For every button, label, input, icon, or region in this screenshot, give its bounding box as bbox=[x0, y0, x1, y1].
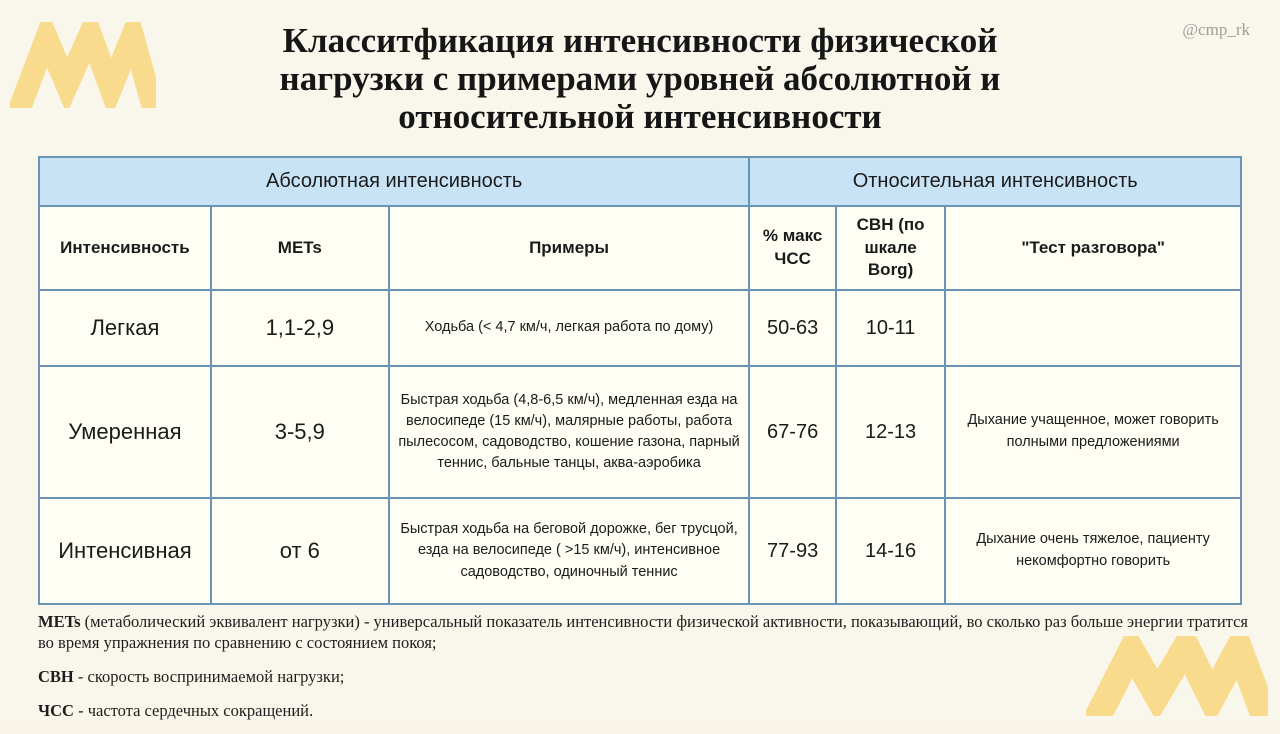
title-line-3: относительной интенсивности bbox=[398, 97, 882, 136]
cell-talk-test: Дыхание учащенное, может говорить полными предложениями bbox=[945, 366, 1241, 498]
title-line-1: Класситфикация интенсивности физической bbox=[282, 21, 998, 60]
cell-mets: 1,1-2,9 bbox=[211, 290, 389, 366]
group-header-absolute: Абсолютная интенсивность bbox=[39, 157, 749, 206]
footnote-text: (метаболический эквивалент нагрузки) - универсальный показатель интенсивности физической активности, показывающий, во сколько раз больше энергии тратится во время упражнения по сравнению с состоянием покоя; bbox=[38, 612, 1249, 652]
cell-intensity: Легкая bbox=[39, 290, 211, 366]
title-line-2: нагрузки с примерами уровней абсолютной и bbox=[279, 59, 1001, 98]
cell-rpe: 14-16 bbox=[836, 498, 945, 604]
column-header-max-hr: % макс ЧСС bbox=[749, 206, 836, 290]
column-header-intensity: Интенсивность bbox=[39, 206, 211, 290]
table-row-vigorous bbox=[39, 498, 1241, 604]
footnote-text: - частота сердечных сокращений. bbox=[73, 701, 314, 720]
cell-rpe: 10-11 bbox=[836, 290, 945, 366]
cell-intensity: Интенсивная bbox=[39, 498, 211, 604]
page-title bbox=[0, 22, 1280, 136]
footnote-term: ЧСС bbox=[38, 701, 74, 720]
cell-examples: Ходьба (< 4,7 км/ч, легкая работа по дому) bbox=[389, 290, 750, 366]
cell-talk-test: Дыхание очень тяжелое, пациенту некомфортно говорить bbox=[945, 498, 1241, 604]
footnote-text: - скорость воспринимаемой нагрузки; bbox=[73, 667, 345, 686]
watermark-handle: @cmp_rk bbox=[1182, 20, 1250, 39]
column-header-rpe-borg: СВН (по шкале Borg) bbox=[836, 206, 945, 290]
footnotes bbox=[38, 611, 1250, 734]
intensity-classification-table bbox=[38, 156, 1242, 605]
cell-mets: 3-5,9 bbox=[211, 366, 389, 498]
cell-talk-test bbox=[945, 290, 1241, 366]
cell-examples: Быстрая ходьба (4,8-6,5 км/ч), медленная езда на велосипеде (15 км/ч), малярные работы, работа пылесосом, садоводство, кошение газона, парный теннис, бальные танцы, аква-аэробика bbox=[389, 366, 750, 498]
footnote-term: СВН bbox=[38, 667, 74, 686]
cell-examples: Быстрая ходьба на беговой дорожке, бег трусцой, езда на велосипеде ( >15 км/ч), интенсивное садоводство, одиночный теннис bbox=[389, 498, 750, 604]
footnote-svn bbox=[38, 666, 1250, 687]
table-row-moderate bbox=[39, 366, 1241, 498]
cell-max-hr: 50-63 bbox=[749, 290, 836, 366]
column-header-examples: Примеры bbox=[389, 206, 750, 290]
footnote-term: METs bbox=[38, 612, 81, 631]
cell-rpe: 12-13 bbox=[836, 366, 945, 498]
cell-intensity: Умеренная bbox=[39, 366, 211, 498]
cell-max-hr: 77-93 bbox=[749, 498, 836, 604]
group-header-relative: Относительная интенсивность bbox=[749, 157, 1241, 206]
cell-mets: от 6 bbox=[211, 498, 389, 604]
footnote-chss bbox=[38, 700, 1250, 721]
footnote-mets bbox=[38, 611, 1250, 653]
column-header-mets: METs bbox=[211, 206, 389, 290]
table-row-light bbox=[39, 290, 1241, 366]
column-header-row bbox=[39, 206, 1241, 290]
column-header-talk-test: "Тест разговора" bbox=[945, 206, 1241, 290]
cell-max-hr: 67-76 bbox=[749, 366, 836, 498]
group-header-row bbox=[39, 157, 1241, 206]
